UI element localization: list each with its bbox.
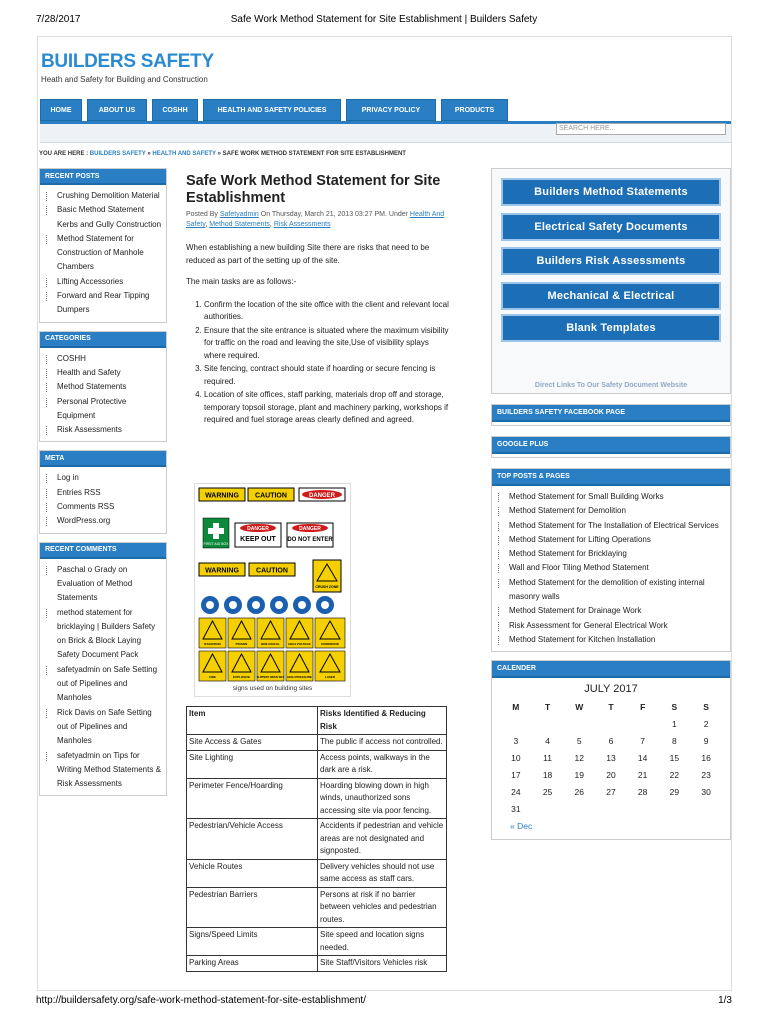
- widget-title: CATEGORIES: [40, 332, 166, 348]
- nav-privacy-policy[interactable]: PRIVACY POLICY: [346, 99, 436, 121]
- column-header: Risks Identified & Reducing Risk: [318, 707, 447, 735]
- meta-widget: [39, 450, 167, 533]
- calendar-day: 10: [511, 752, 521, 763]
- calendar-day: [532, 800, 564, 817]
- task-item: 2. Ensure that the site entrance is situated where the maximum visibility for traffic on the road and leaving the site,Use of visibility splays where required.: [204, 325, 451, 363]
- calendar-day: 6: [608, 735, 614, 746]
- breadcrumb-category[interactable]: HEALTH AND SAFETY: [152, 151, 216, 157]
- post-meta: Posted By Safetyadmin On Thursday, March 21, 2013 03:27 PM. Under Health And Safety, Method Statements, Risk Assessments: [186, 211, 445, 228]
- svg-text:DANGER: DANGER: [308, 493, 336, 499]
- top-post-link[interactable]: Risk Assessment for General Electrical Work: [498, 619, 726, 633]
- calendar-day: 13: [606, 752, 616, 763]
- svg-text:DANGER: DANGER: [247, 526, 269, 532]
- table-cell: Hoarding blowing down in high winds, unauthorized sons accessing site via poor fencing.: [318, 778, 447, 819]
- calendar-day: [563, 715, 595, 732]
- post-intro: When establishing a new building Site there are risks that need to be reduced as part of the setting up of the site.: [186, 243, 430, 265]
- builders-method-statements-button[interactable]: Builders Method Statements: [501, 178, 721, 206]
- svg-text:POISON: POISON: [235, 642, 248, 646]
- print-page-number: 1/3: [718, 995, 732, 1006]
- table-cell: Signs/Speed Limits: [187, 928, 318, 956]
- table-cell: Parking Areas: [187, 956, 318, 972]
- calendar-day: [500, 715, 532, 732]
- calendar-day: 17: [511, 769, 521, 780]
- calendar-day: 12: [574, 752, 584, 763]
- table-cell: Persons at risk if no barrier between vehicles and pedestrian routes.: [318, 887, 447, 928]
- calendar-day: 21: [637, 769, 648, 780]
- site-logo[interactable]: BUILDERS SAFETY: [41, 51, 214, 72]
- hazard-signs-row-2: [199, 651, 345, 681]
- svg-text:DANGER: DANGER: [299, 526, 321, 532]
- breadcrumb-prefix: YOU ARE HERE :: [39, 151, 89, 157]
- crush-zone-sign: [313, 560, 341, 592]
- promo-note: Direct Links To Our Safety Document Website: [534, 382, 688, 389]
- breadcrumb: [39, 151, 406, 157]
- widget-title: RECENT COMMENTS: [40, 543, 166, 559]
- task-item: 3. Site fencing, contract should state if hoarding or secure fencing is required.: [204, 363, 451, 388]
- facebook-widget: [491, 404, 731, 426]
- right-sidebar: [491, 168, 731, 840]
- recent-comments-widget: [39, 542, 167, 797]
- table-cell: Accidents if pedestrian and vehicle areas are not designated and signposted.: [318, 819, 447, 860]
- site-page: [37, 36, 732, 991]
- electrical-safety-documents-button[interactable]: Electrical Safety Documents: [501, 213, 721, 241]
- top-post-link[interactable]: Method Statement for Demolition: [498, 504, 726, 518]
- calendar-day: 20: [606, 769, 616, 780]
- tasks-list: [186, 299, 451, 427]
- mechanical-electrical-button[interactable]: Mechanical & Electrical: [501, 282, 721, 310]
- breadcrumb-sep: »: [147, 151, 151, 157]
- calendar-day: [627, 715, 659, 732]
- calendar-day: 8: [672, 735, 677, 746]
- calendar-day: 16: [701, 752, 711, 763]
- table-cell: Site Lighting: [187, 750, 318, 778]
- sidebar-link[interactable]: Basic Method Statement Kerbs and Gully Construction: [46, 203, 162, 232]
- widget-title: CALENDER: [492, 661, 730, 678]
- calendar-day: 14: [637, 752, 648, 763]
- sidebar-link[interactable]: Rick Davis on Safe Setting out of Pipelines and Manholes: [46, 706, 162, 749]
- image-caption: signs used on building sites: [232, 685, 313, 692]
- weekday-header: F: [640, 701, 646, 712]
- calendar-day: 29: [669, 786, 680, 797]
- builders-risk-assessments-button[interactable]: Builders Risk Assessments: [501, 247, 721, 275]
- calendar-day: 3: [513, 735, 519, 746]
- top-post-link[interactable]: Method Statement for Small Building Works: [498, 490, 726, 504]
- caution-sign: [248, 488, 294, 501]
- meta-category-link[interactable]: Health And Safety: [186, 211, 445, 228]
- calendar-day: 24: [511, 786, 521, 797]
- widget-title: RECENT POSTS: [40, 169, 166, 185]
- table-cell: Perimeter Fence/Hoarding: [187, 778, 318, 819]
- svg-text:CRUSH ZONE: CRUSH ZONE: [315, 585, 339, 589]
- calendar-day: 18: [542, 769, 553, 780]
- table-row: [187, 750, 447, 778]
- calendar-day: 2: [703, 718, 709, 729]
- widget-title: BUILDERS SAFETY FACEBOOK PAGE: [492, 405, 730, 422]
- sidebar-link[interactable]: method statement for bricklaying | Builders Safety on Brick & Block Laying Safety Document Pack: [46, 606, 162, 663]
- widget-title: GOOGLE PLUS: [492, 437, 730, 454]
- calendar-day: 28: [637, 786, 648, 797]
- calendar-day: 5: [576, 735, 582, 746]
- weekday-header: S: [671, 701, 678, 712]
- first-aid-sign: [203, 518, 229, 548]
- top-post-link[interactable]: Wall and Floor Tiling Method Statement: [498, 561, 726, 575]
- calendar-widget: [491, 660, 731, 840]
- widget-title: META: [40, 451, 166, 467]
- calendar-day: 27: [606, 786, 616, 797]
- weekday-header: T: [608, 701, 614, 712]
- meta-author-link[interactable]: Safetyadmin: [219, 211, 259, 218]
- calendar-day: 26: [574, 786, 584, 797]
- table-row: [187, 778, 447, 819]
- calendar-day: 30: [701, 786, 711, 797]
- nav-about-us[interactable]: ABOUT US: [87, 99, 147, 121]
- svg-text:FIRST AID BOX: FIRST AID BOX: [203, 542, 229, 546]
- print-title: Safe Work Method Statement for Site Establishment | Builders Safety: [230, 14, 538, 25]
- calendar-day: 23: [701, 769, 711, 780]
- top-post-link[interactable]: Method Statement for The Installation of Electrical Services: [498, 519, 726, 533]
- breadcrumb-home[interactable]: BUILDERS SAFETY: [89, 151, 146, 157]
- sidebar-link[interactable]: Method Statements: [46, 380, 162, 394]
- calendar-day: 22: [669, 769, 680, 780]
- post-content: [186, 173, 451, 428]
- calendar-day: [595, 800, 627, 817]
- blank-templates-button[interactable]: Blank Templates: [501, 314, 721, 342]
- sidebar-link[interactable]: Entries RSS: [46, 486, 162, 500]
- left-sidebar: [39, 168, 167, 804]
- svg-text:BIOLOGICAL: BIOLOGICAL: [261, 642, 280, 646]
- svg-text:KEEP OUT: KEEP OUT: [240, 536, 276, 543]
- sidebar-link[interactable]: safetyadmin on Safe Setting out of Pipelines and Manholes: [46, 663, 162, 706]
- hazard-signs-row-1: [199, 618, 345, 648]
- top-post-link[interactable]: Method Statement for Drainage Work: [498, 604, 726, 618]
- google-plus-widget: [491, 436, 731, 458]
- table-cell: Pedestrian Barriers: [187, 887, 318, 928]
- table-cell: Site speed and location signs needed.: [318, 928, 447, 956]
- sidebar-link[interactable]: WordPress.org: [46, 514, 162, 528]
- breadcrumb-current: SAFE WORK METHOD STATEMENT FOR SITE ESTABLISHMENT: [222, 151, 406, 157]
- task-item: 4. Location of site offices, staff parking, materials drop off and storage, temporary topsoil storage, plant and machinery parking, workshops if required and fuel storage areas clearly defined and agreed.: [204, 389, 451, 427]
- calendar-day: 19: [574, 769, 584, 780]
- table-cell: Site Access & Gates: [187, 735, 318, 751]
- table-row: [187, 887, 447, 928]
- site-tagline: Heath and Safety for Building and Construction: [41, 75, 208, 84]
- svg-text:DO NOT ENTER: DO NOT ENTER: [287, 537, 333, 543]
- sidebar-link[interactable]: Health and Safety: [46, 366, 162, 380]
- column-header: Item: [187, 707, 318, 735]
- calendar-day: 31: [511, 803, 521, 814]
- warning-sign: [199, 488, 245, 501]
- calendar-day: 4: [545, 735, 550, 746]
- caution-sign: [249, 563, 295, 576]
- sidebar-link[interactable]: Risk Assessments: [46, 423, 162, 437]
- calendar-day: 9: [703, 735, 709, 746]
- meta-category-link[interactable]: Risk Assessments: [273, 221, 331, 228]
- calendar-table: [500, 698, 722, 817]
- calendar-day: [563, 800, 595, 817]
- sidebar-link[interactable]: Comments RSS: [46, 500, 162, 514]
- calendar-month: JULY 2017: [584, 683, 638, 696]
- svg-text:CORROSIVE: CORROSIVE: [320, 642, 340, 646]
- meta-date: On Thursday, March 21, 2013 03:27 PM. Under: [260, 211, 408, 218]
- nav-health-safety-policies[interactable]: HEALTH AND SAFETY POLICIES: [203, 99, 341, 121]
- calendar-day: [627, 800, 659, 817]
- top-post-link[interactable]: Method Statement for the demolition of existing internal masonry walls: [498, 576, 726, 605]
- calendar-prev-link[interactable]: « Dec: [510, 821, 533, 832]
- table-row: [187, 859, 447, 887]
- task-item: 1. Confirm the location of the site office with the client and relevant local authorities.: [204, 299, 451, 324]
- table-header-row: [187, 707, 447, 735]
- calendar-day: [659, 800, 691, 817]
- calendar-day: [595, 715, 627, 732]
- weekday-header: W: [575, 701, 584, 712]
- weekday-header: M: [512, 701, 520, 712]
- top-post-link[interactable]: Method Statement for Lifting Operations: [498, 533, 726, 547]
- post-title: Safe Work Method Statement for Site Establishment: [186, 173, 441, 206]
- main-nav: [40, 99, 513, 121]
- svg-text:FIRE: FIRE: [209, 675, 216, 679]
- table-row: [187, 928, 447, 956]
- sidebar-link[interactable]: Forward and Rear Tipping Dumpers: [46, 289, 162, 318]
- table-cell: Vehicle Routes: [187, 859, 318, 887]
- table-cell: Pedestrian/Vehicle Access: [187, 819, 318, 860]
- document-links-banner: [491, 168, 731, 394]
- svg-text:WARNING: WARNING: [205, 567, 239, 575]
- top-post-link[interactable]: Method Statement for Kitchen Installation: [498, 633, 726, 647]
- top-posts-widget: [491, 468, 731, 652]
- calendar-day: 15: [669, 752, 680, 763]
- svg-text:LASER: LASER: [324, 675, 336, 679]
- warning-sign: [199, 563, 245, 576]
- calendar-day: [532, 715, 564, 732]
- table-cell: Delivery vehicles should not use same access as staff cars.: [318, 859, 447, 887]
- risk-table: [186, 706, 447, 972]
- table-cell: The public if access not controlled.: [318, 735, 447, 751]
- table-cell: Site Staff/Visitors Vehicles risk: [318, 956, 447, 972]
- print-url: http://buildersafety.org/safe-work-method-statement-for-site-establishment/: [36, 995, 366, 1006]
- table-row: [187, 819, 447, 860]
- nav-coshh[interactable]: COSHH: [152, 99, 198, 121]
- meta-posted: Posted By: [186, 211, 218, 218]
- meta-category-link[interactable]: Method Statements: [209, 221, 270, 228]
- sidebar-link[interactable]: Lifting Accessories: [46, 275, 162, 289]
- widget-title: TOP POSTS & PAGES: [492, 469, 730, 486]
- weekday-header: S: [703, 701, 709, 712]
- calendar-day: 11: [543, 752, 552, 763]
- svg-text:HIGH VOLTAGE: HIGH VOLTAGE: [288, 642, 311, 646]
- nav-home[interactable]: HOME: [40, 99, 82, 121]
- sidebar-link[interactable]: Paschal o Grady on Evaluation of Method Statements: [46, 563, 162, 606]
- svg-text:WARNING: WARNING: [205, 492, 239, 500]
- svg-text:SLIPPERY WHEN WET: SLIPPERY WHEN WET: [256, 676, 285, 679]
- calendar-day: [690, 800, 722, 817]
- calendar-day: 7: [640, 735, 646, 746]
- top-post-link[interactable]: Method Statement for Bricklaying: [498, 547, 726, 561]
- recent-posts-widget: [39, 168, 167, 323]
- tasks-intro: The main tasks are as follows:-: [186, 277, 297, 286]
- sidebar-link[interactable]: Log in: [46, 471, 162, 485]
- sidebar-link[interactable]: Crushing Demolition Material: [46, 189, 162, 203]
- svg-text:CAUTION: CAUTION: [256, 567, 288, 575]
- table-cell: Access points, walkways in the dark are a risk.: [318, 750, 447, 778]
- table-row: [187, 735, 447, 751]
- table-row: [187, 956, 447, 972]
- do-not-enter-sign: [287, 523, 333, 547]
- search-input[interactable]: SEARCH HERE...: [556, 123, 726, 135]
- svg-text:RADIATION: RADIATION: [204, 642, 221, 646]
- sidebar-link[interactable]: safetyadmin on Tips for Writing Method Statements & Risk Assessments: [46, 749, 162, 792]
- safety-signs-image: [194, 483, 351, 697]
- keep-out-sign: [235, 523, 281, 547]
- svg-text:HIGH PRESSURE: HIGH PRESSURE: [287, 675, 312, 679]
- weekday-header: T: [544, 701, 551, 712]
- sidebar-link[interactable]: Personal Protective Equipment: [46, 395, 162, 424]
- calendar-day: 1: [672, 718, 677, 729]
- sidebar-link[interactable]: COSHH: [46, 352, 162, 366]
- ppe-signs-row: [201, 596, 334, 614]
- nav-products[interactable]: PRODUCTS: [441, 99, 508, 121]
- sidebar-link[interactable]: Method Statement for Construction of Manhole Chambers: [46, 232, 162, 275]
- svg-text:EXPLOSIVE: EXPLOSIVE: [232, 675, 251, 679]
- print-date: 7/28/2017: [36, 14, 81, 25]
- svg-text:CAUTION: CAUTION: [255, 492, 287, 500]
- calendar-day: 25: [542, 786, 553, 797]
- danger-sign: [299, 488, 345, 501]
- breadcrumb-sep: »: [217, 151, 221, 157]
- categories-widget: [39, 331, 167, 443]
